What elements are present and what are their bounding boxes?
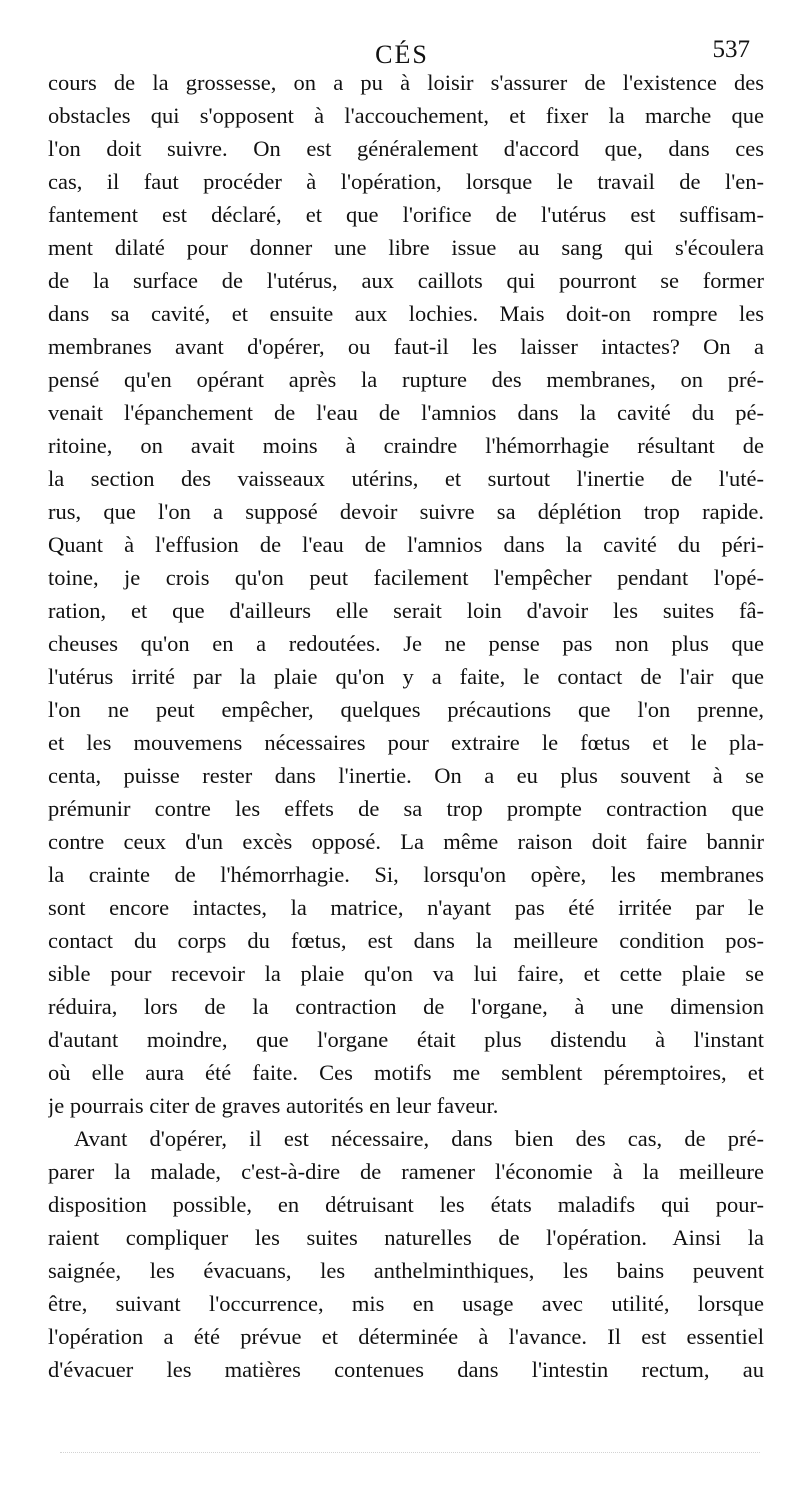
text-line: sible pour recevoir la plaie qu'on va lui faire, et cette plaie se bbox=[48, 961, 764, 986]
text-line: contact du corps du fœtus, est dans la meilleure condition pos- bbox=[48, 928, 764, 953]
text-line: venait l'épanchement de l'eau de l'amnios dans la cavité du pé- bbox=[48, 400, 764, 425]
running-title: CÉS bbox=[375, 40, 429, 69]
text-line: prémunir contre les effets de sa trop prompte contraction que bbox=[48, 796, 764, 821]
text-line: la crainte de l'hémorrhagie. Si, lorsqu'on opère, les membranes bbox=[48, 862, 764, 887]
text-line: disposition possible, en détruisant les états maladifs qui pour- bbox=[48, 1192, 764, 1217]
text-line: contre ceux d'un excès opposé. La même raison doit faire bannir bbox=[48, 829, 764, 854]
text-line: cas, il faut procéder à l'opération, lorsque le travail de l'en- bbox=[48, 169, 764, 194]
text-line: rus, que l'on a supposé devoir suivre sa déplétion trop rapide. bbox=[48, 499, 764, 524]
text-line: de la surface de l'utérus, aux caillots qui pourront se former bbox=[48, 268, 764, 293]
paragraph-start-line: Avant d'opérer, il est nécessaire, dans bien des cas, de pré- bbox=[74, 1126, 764, 1151]
text-line: la section des vaisseaux utérins, et surtout l'inertie de l'uté- bbox=[48, 466, 764, 491]
body-text bbox=[48, 66, 764, 1386]
text-line: d'autant moindre, que l'organe était plus distendu à l'instant bbox=[48, 1027, 764, 1052]
text-line: saignée, les évacuans, les anthelminthiques, les bains peuvent bbox=[48, 1258, 764, 1283]
text-line: d'évacuer les matières contenues dans l'intestin rectum, au bbox=[48, 1357, 764, 1382]
text-line: réduira, lors de la contraction de l'organe, à une dimension bbox=[48, 994, 764, 1019]
text-line: Quant à l'effusion de l'eau de l'amnios dans la cavité du péri- bbox=[48, 532, 764, 557]
text-line: l'utérus irrité par la plaie qu'on y a faite, le contact de l'air que bbox=[48, 664, 764, 689]
text-line: ritoine, on avait moins à craindre l'hémorrhagie résultant de bbox=[48, 433, 764, 458]
text-line: fantement est déclaré, et que l'orifice de l'utérus est suffisam- bbox=[48, 202, 764, 227]
text-line: et les mouvemens nécessaires pour extraire le fœtus et le pla- bbox=[48, 730, 764, 755]
text-line: cheuses qu'on en a redoutées. Je ne pense pas non plus que bbox=[48, 631, 764, 656]
text-line: sont encore intactes, la matrice, n'ayant pas été irritée par le bbox=[48, 895, 764, 920]
text-line: ration, et que d'ailleurs elle serait loin d'avoir les suites fâ- bbox=[48, 598, 764, 623]
text-line: membranes avant d'opérer, ou faut-il les laisser intactes? On a bbox=[48, 334, 764, 359]
page-number: 537 bbox=[712, 36, 750, 63]
text-line: centa, puisse rester dans l'inertie. On a eu plus souvent à se bbox=[48, 763, 764, 788]
text-line: l'opération a été prévue et déterminée à l'avance. Il est essentiel bbox=[48, 1324, 764, 1349]
text-line: dans sa cavité, et ensuite aux lochies. Mais doit-on rompre les bbox=[48, 301, 764, 326]
text-line: l'on ne peut empêcher, quelques précautions que l'on prenne, bbox=[48, 697, 764, 722]
text-line: raient compliquer les suites naturelles de l'opération. Ainsi la bbox=[48, 1225, 764, 1250]
text-line: l'on doit suivre. On est généralement d'accord que, dans ces bbox=[48, 136, 764, 161]
text-line: pensé qu'en opérant après la rupture des membranes, on pré- bbox=[48, 367, 764, 392]
text-line: être, suivant l'occurrence, mis en usage avec utilité, lorsque bbox=[48, 1291, 764, 1316]
paragraph-end-line: je pourrais citer de graves autorités en leur faveur. bbox=[48, 1093, 499, 1118]
text-line: obstacles qui s'opposent à l'accouchement, et fixer la marche que bbox=[48, 103, 764, 128]
text-line: ment dilaté pour donner une libre issue au sang qui s'écoulera bbox=[48, 235, 764, 260]
text-line: parer la malade, c'est-à-dire de ramener l'économie à la meilleure bbox=[48, 1159, 764, 1184]
text-line: où elle aura été faite. Ces motifs me semblent péremptoires, et bbox=[48, 1060, 764, 1085]
text-line: toine, je crois qu'on peut facilement l'empêcher pendant l'opé- bbox=[48, 565, 764, 590]
scan-speckle bbox=[60, 1452, 760, 1467]
text-line: cours de la grossesse, on a pu à loisir s'assurer de l'existence des bbox=[48, 70, 764, 95]
